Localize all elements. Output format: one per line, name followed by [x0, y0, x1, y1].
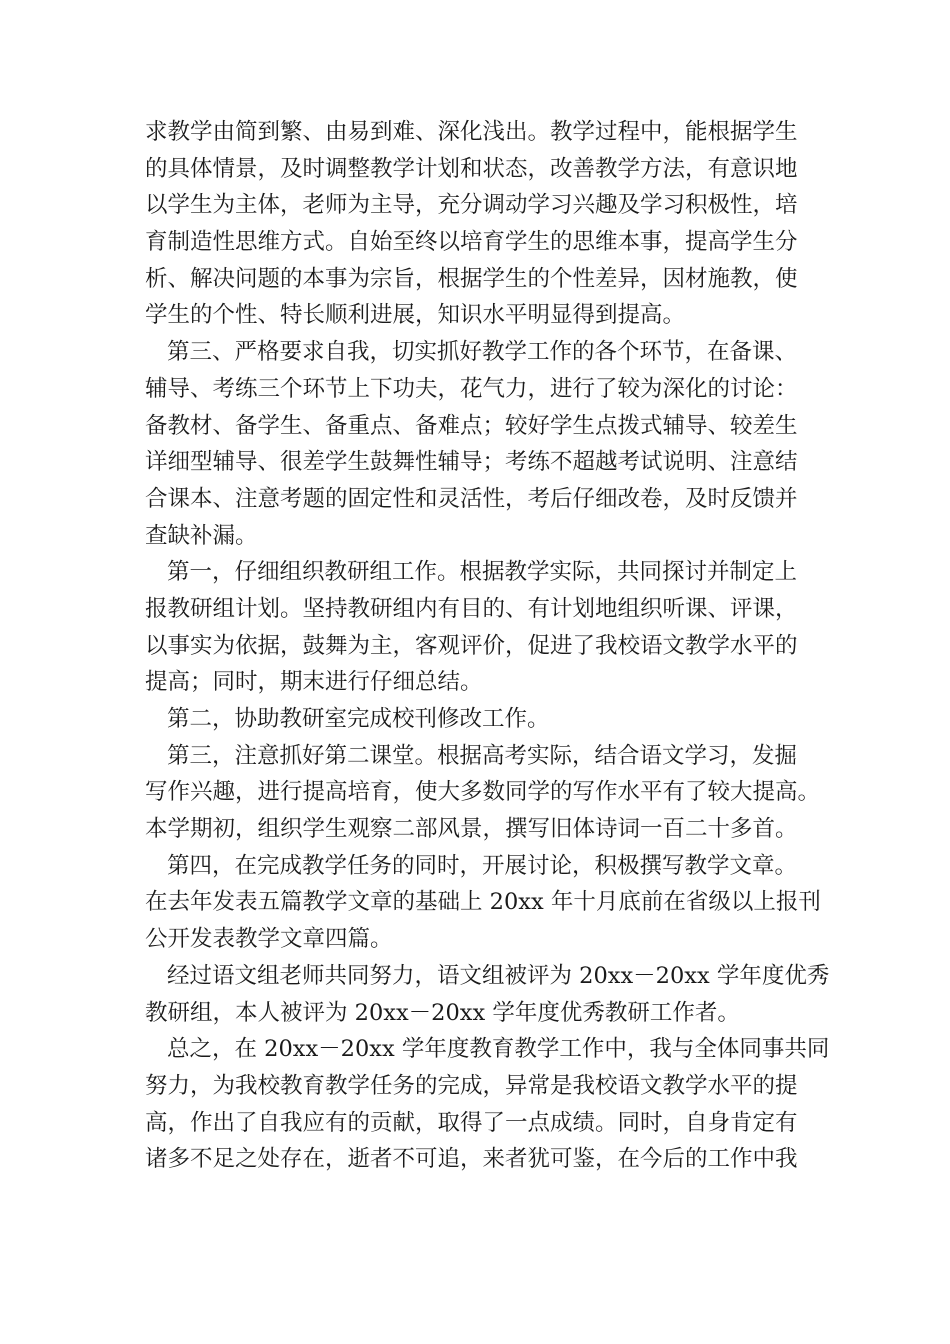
- text-line: 第三，注意抓好第二课堂。根据高考实际，结合语文学习，发掘: [167, 742, 798, 769]
- text-line: 求教学由简到繁、由易到难、深化浅出。教学过程中，能根据学生: [145, 119, 798, 145]
- text-line: 第三、严格要求自我，切实抓好教学工作的各个环节，在备课、: [167, 339, 798, 366]
- text-line: 第四，在完成教学任务的同时，开展讨论，积极撰写教学文章。: [167, 852, 798, 879]
- text-line: 提高；同时，期末进行仔细总结。: [145, 669, 483, 696]
- text-line: 本学期初，组织学生观察二部风景，撰写旧体诗词一百二十多首。: [145, 816, 798, 843]
- text-line: 的具体情景，及时调整教学计划和状态，改善教学方法，有意识地: [145, 155, 798, 182]
- text-line: 高，作出了自我应有的贡献，取得了一点成绩。同时，自身肯定有: [145, 1109, 798, 1136]
- text-line: 学生的个性、特长顺利进展，知识水平明显得到提高。: [145, 302, 686, 329]
- text-line: 以事实为依据，鼓舞为主，客观评价，促进了我校语文教学水平的: [145, 632, 798, 659]
- text-line: 查缺补漏。: [145, 522, 258, 549]
- text-line: 辅导、考练三个环节上下功夫，花气力，进行了较为深化的讨论：: [145, 375, 798, 402]
- text-line: 合课本、注意考题的固定性和灵活性，考后仔细改卷，及时反馈并: [145, 485, 798, 512]
- text-line: 经过语文组老师共同努力，语文组被评为 20xx－20xx 学年度优秀: [167, 962, 830, 989]
- text-line: 诸多不足之处存在，逝者不可追，来者犹可鉴，在今后的工作中我: [145, 1146, 798, 1173]
- text-line: 总之，在 20xx－20xx 学年度教育教学工作中，我与全体同事共同: [167, 1036, 830, 1063]
- text-line: 公开发表教学文章四篇。: [145, 926, 393, 953]
- text-line: 第一，仔细组织教研组工作。根据教学实际，共同探讨并制定上: [167, 559, 798, 586]
- text-line: 写作兴趣，进行提高培育，使大多数同学的写作水平有了较大提高。: [145, 779, 821, 806]
- document-page: [145, 114, 835, 1178]
- text-line: 在去年发表五篇教学文章的基础上 20xx 年十月底前在省级以上报刊: [145, 889, 821, 916]
- text-line: 析、解决问题的本事为宗旨，根据学生的个性差异，因材施教，使: [145, 265, 798, 292]
- text-line: 教研组，本人被评为 20xx－20xx 学年度优秀教研工作者。: [145, 999, 740, 1026]
- text-line: 报教研组计划。坚持教研组内有目的、有计划地组织听课、评课，: [145, 595, 798, 622]
- text-line: 备教材、备学生、备重点、备难点；较好学生点拨式辅导、较差生: [145, 412, 798, 439]
- text-line: 努力，为我校教育教学任务的完成，异常是我校语文教学水平的提: [145, 1072, 798, 1099]
- text-line: 以学生为主体，老师为主导，充分调动学习兴趣及学习积极性，培: [145, 192, 798, 219]
- text-line: 育制造性思维方式。自始至终以培育学生的思维本事，提高学生分: [145, 229, 798, 256]
- text-line: 详细型辅导、很差学生鼓舞性辅导；考练不超越考试说明、注意结: [145, 449, 798, 476]
- text-line: 第二，协助教研室完成校刊修改工作。: [167, 706, 550, 732]
